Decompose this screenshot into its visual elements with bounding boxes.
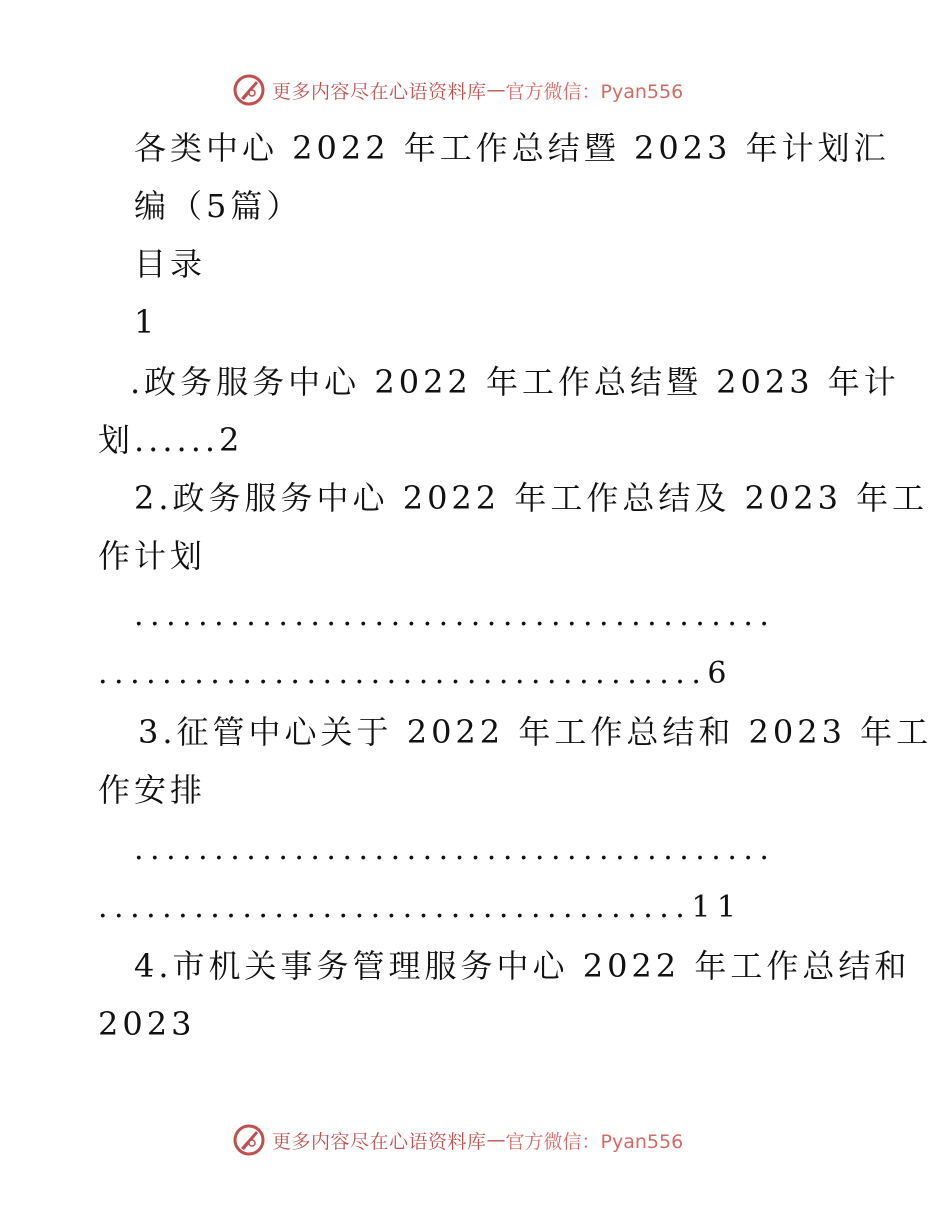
toc-item-2-leader-line1: ........................................ [134, 598, 776, 633]
toc-item-4-line2[interactable]: 2023 [98, 1005, 196, 1043]
banner-brand-text: 更多内容尽在心语资料库 [272, 1130, 487, 1153]
header-watermark-banner [232, 70, 683, 110]
footer-watermark-banner [232, 1120, 683, 1160]
toc-item-3-leader-line1: ........................................ [134, 832, 776, 867]
toc-item-4-line1[interactable]: 4.市机关事务管理服务中心 2022 年工作总结和 [134, 947, 911, 985]
banner-separator: — [486, 79, 506, 101]
toc-item-1-line2[interactable]: 划......2 [98, 421, 244, 459]
quill-seal-icon [232, 1123, 266, 1157]
toc-item-3-line1[interactable]: 3.征管中心关于 2022 年工作总结和 2023 年工 [138, 713, 933, 751]
banner-separator: — [486, 1129, 506, 1151]
banner-contact-text: 官方微信：Pyan556 [505, 1130, 684, 1153]
banner-contact-text: 官方微信：Pyan556 [505, 80, 684, 103]
toc-item-1-number: 1 [134, 303, 159, 341]
doc-title-line2: 编（5篇） [134, 187, 303, 225]
toc-item-2-leader-line2[interactable]: ......................................6 [98, 656, 733, 691]
toc-item-1-line1[interactable]: .政务服务中心 2022 年工作总结暨 2023 年计 [130, 363, 900, 401]
toc-item-2-line1[interactable]: 2.政务服务中心 2022 年工作总结及 2023 年工 [134, 479, 929, 517]
quill-seal-icon [232, 73, 266, 107]
toc-heading: 目录 [134, 245, 207, 283]
toc-item-3-leader-line2[interactable]: .....................................11 [98, 890, 743, 925]
toc-item-3-line2[interactable]: 作安排 [98, 771, 207, 809]
banner-brand-text: 更多内容尽在心语资料库 [272, 80, 487, 103]
toc-item-2-line2[interactable]: 作计划 [98, 537, 207, 575]
doc-title-line1: 各类中心 2022 年工作总结暨 2023 年计划汇 [134, 129, 890, 167]
